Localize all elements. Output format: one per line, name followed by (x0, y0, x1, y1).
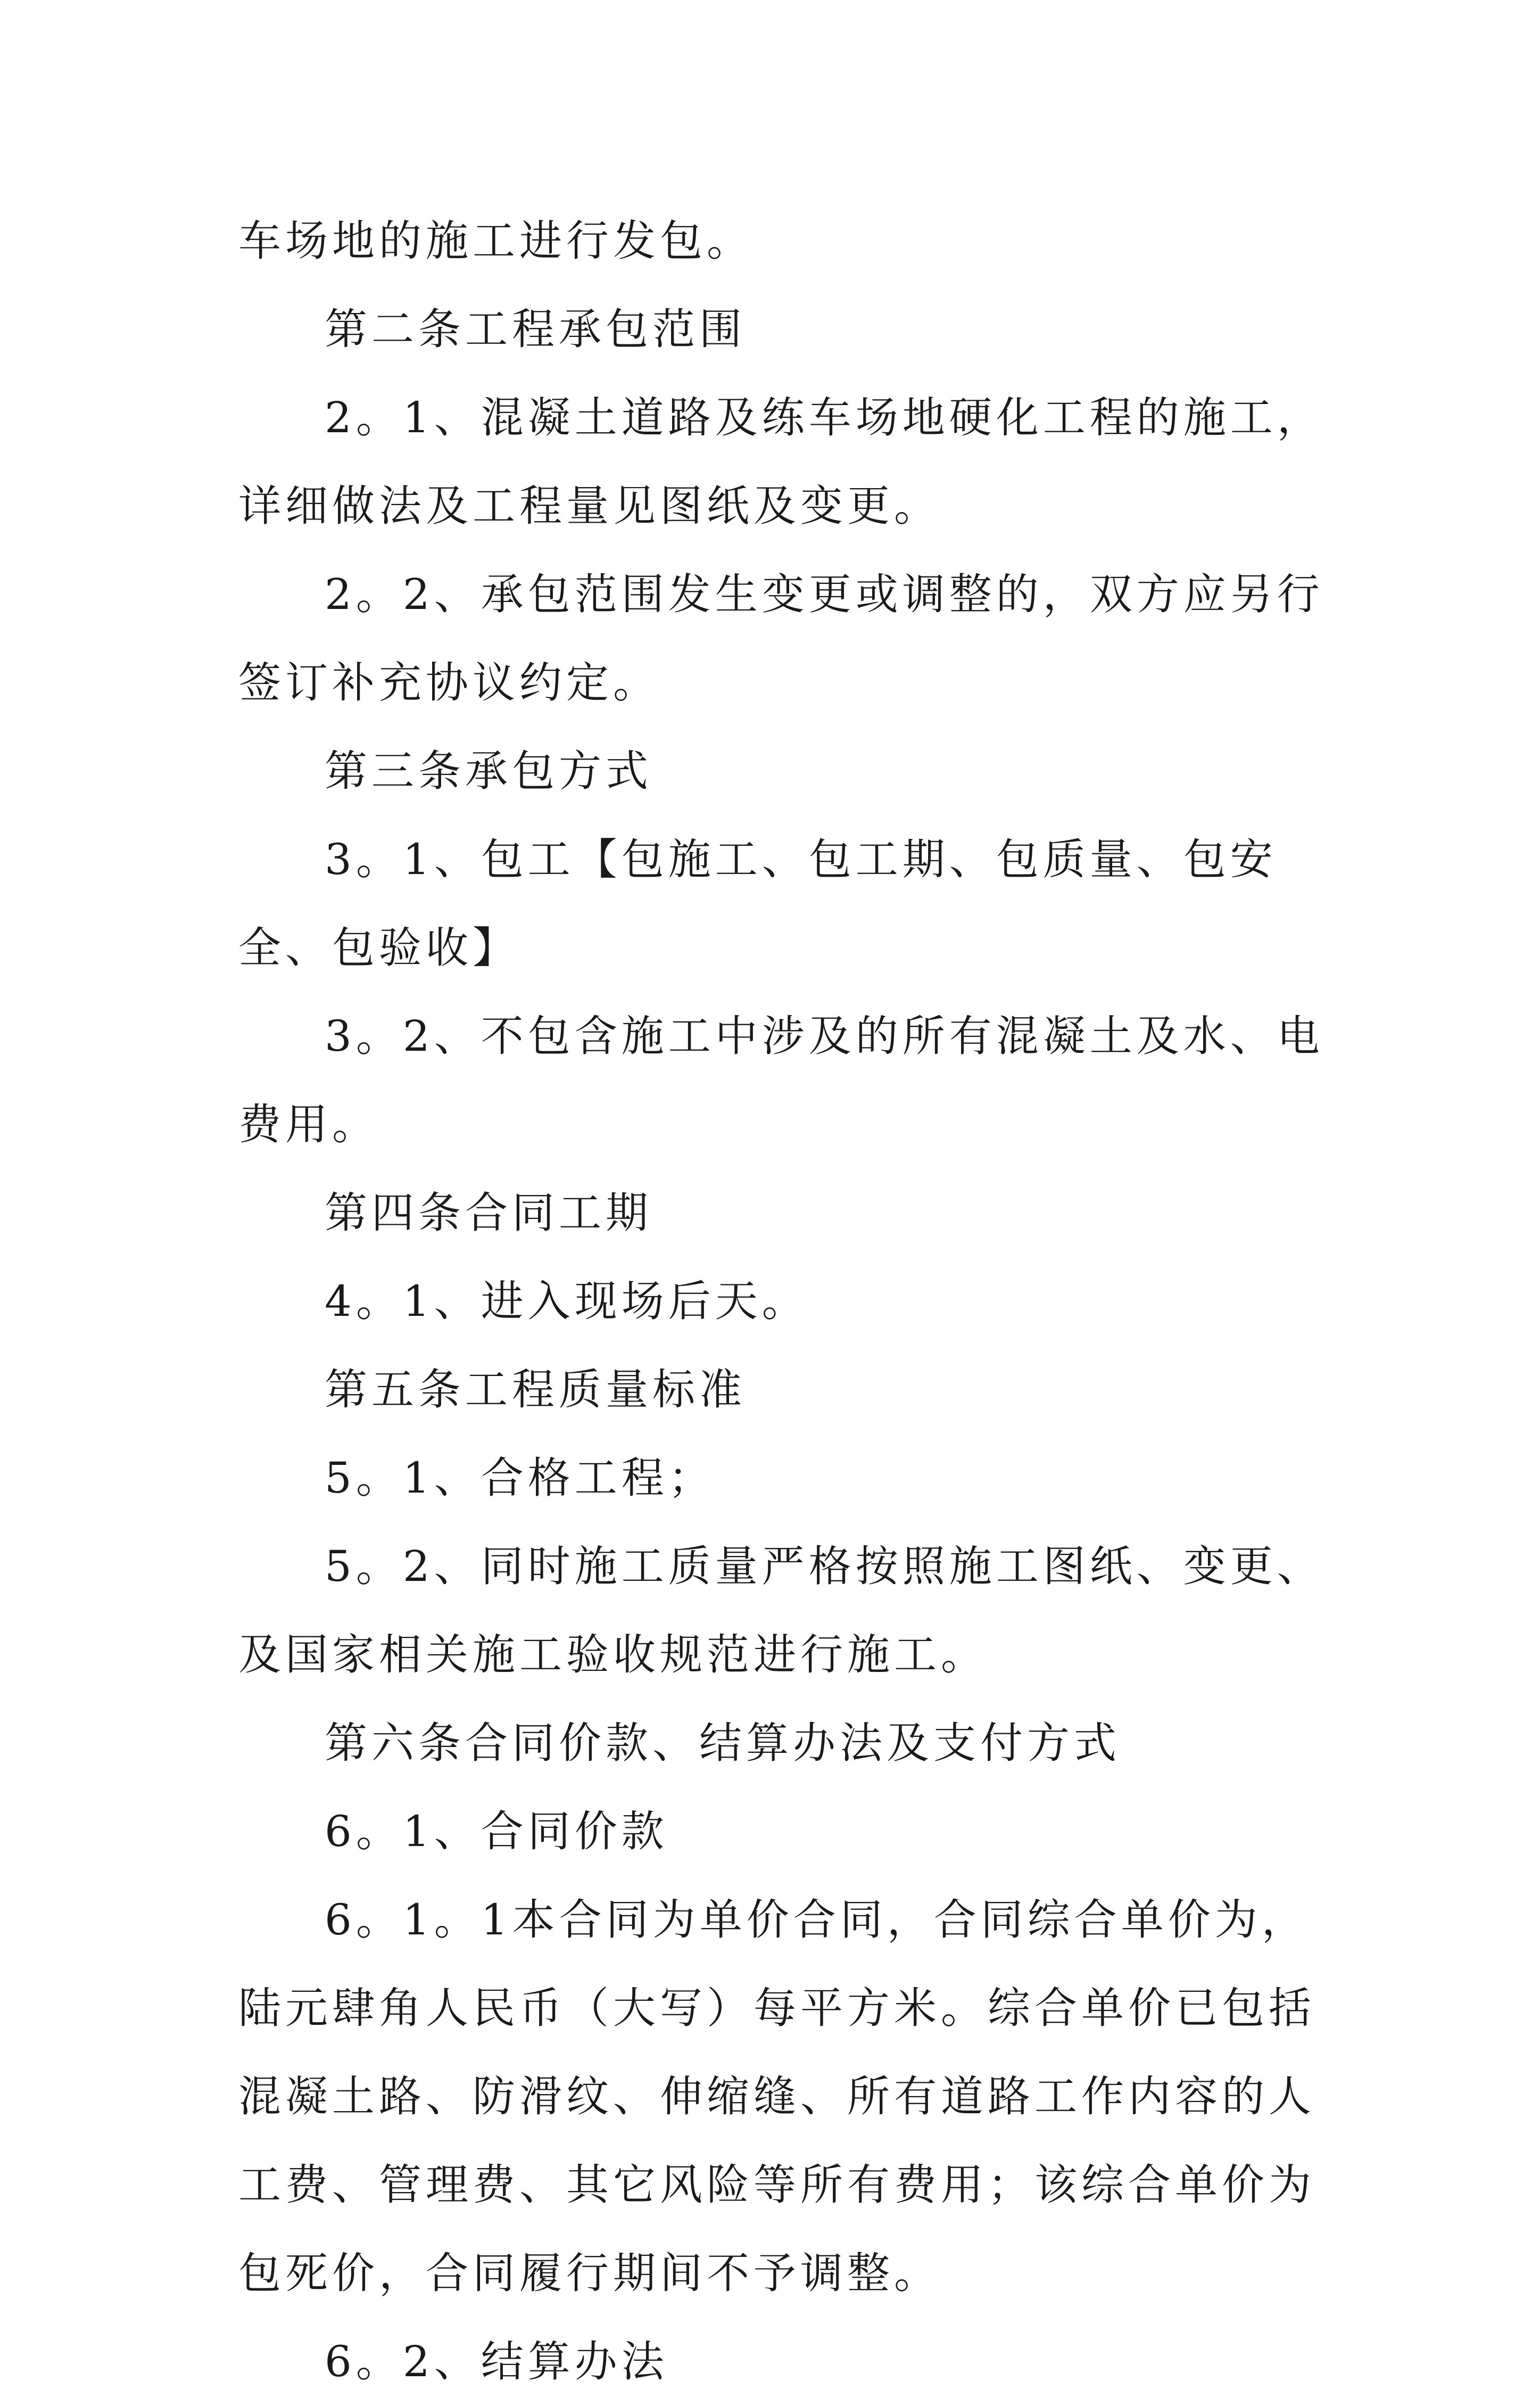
document-body (238, 197, 1329, 2406)
paragraph-continuation: 车场地的施工进行发包。 (238, 216, 754, 266)
article-5-heading: 第五条工程质量标准 (325, 1365, 746, 1414)
clause-6-1: 6。1、合同价款 (325, 1807, 668, 1856)
clause-6-1-1: 6。1。1本合同为单价合同，合同综合单价为，陆元肆角人民币（大写）每平方米。综合单价已包括混凝土路、防滑纹、伸缩缝、所有道路工作内容的人工费、管理费、其它风险等所有费用；该综合单价为包死价，合同履行期间不予调整。 (238, 1895, 1315, 2298)
clause-3-2: 3。2、不包含施工中涉及的所有混凝土及水、电费用。 (238, 1011, 1324, 1149)
article-3-heading: 第三条承包方式 (325, 746, 652, 796)
clause-6-2: 6。2、结算办法 (325, 2337, 668, 2386)
article-6-heading: 第六条合同价款、结算办法及支付方式 (325, 1718, 1121, 1768)
clause-2-1: 2。1、混凝土道路及练车场地硬化工程的施工，详细做法及工程量见图纸及变更。 (238, 393, 1324, 531)
article-4-heading: 第四条合同工期 (325, 1188, 652, 1238)
article-2-heading: 第二条工程承包范围 (325, 304, 746, 354)
clause-3-1: 3。1、包工【包施工、包工期、包质量、包安全、包验收】 (238, 835, 1277, 973)
clause-5-1: 5。1、合格工程； (325, 1453, 715, 1503)
clause-2-2: 2。2、承包范围发生变更或调整的，双方应另行签订补充协议约定。 (238, 570, 1324, 707)
clause-5-2: 5。2、同时施工质量严格按照施工图纸、变更、及国家相关施工验收规范进行施工。 (238, 1542, 1324, 1679)
clause-4-1: 4。1、进入现场后天。 (325, 1276, 809, 1326)
